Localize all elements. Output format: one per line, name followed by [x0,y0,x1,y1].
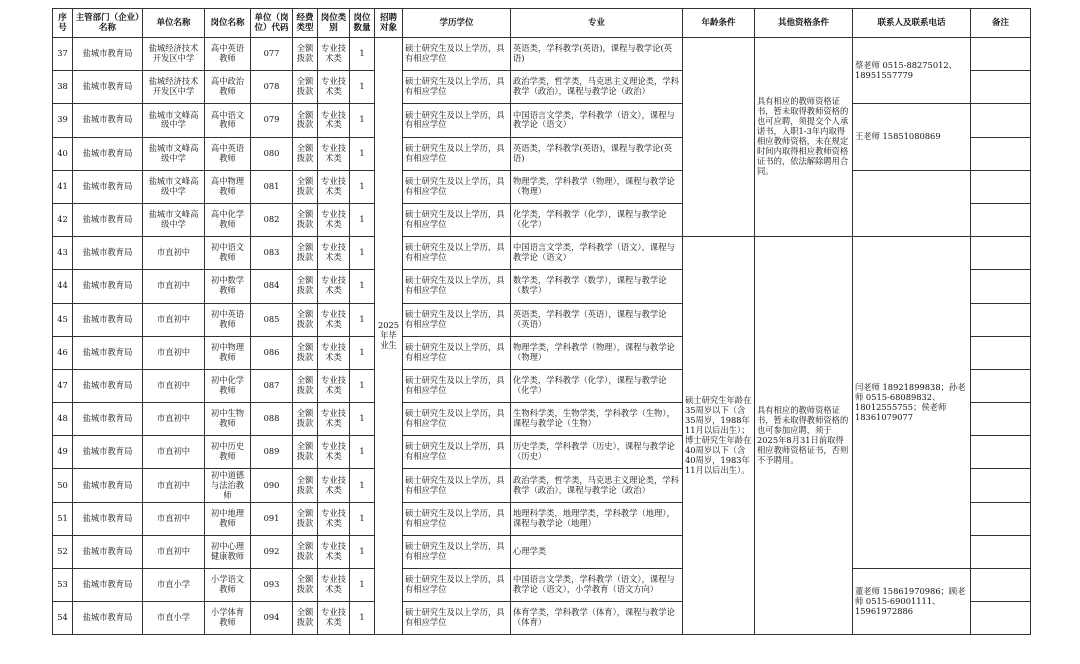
table-row [53,38,1031,71]
cell-edu: 硕士研究生及以上学历，具有相应学位 [403,303,511,336]
cell-post: 初中化学教师 [205,369,251,402]
cell-count: 1 [350,369,375,402]
cell-fund: 全额拨款 [293,535,318,568]
cell-count: 1 [350,237,375,270]
cell-edu: 硕士研究生及以上学历，具有相应学位 [403,436,511,469]
cell-note [971,502,1031,535]
cell-post: 高中化学教师 [205,203,251,236]
cell-note [971,436,1031,469]
cell-code: 082 [251,203,293,236]
cell-unit: 市直初中 [143,336,205,369]
cell-seq: 51 [53,502,73,535]
cell-dept: 盐城市教育局 [73,535,143,568]
cell-post: 小学语文教师 [205,569,251,602]
cell-dept: 盐城市教育局 [73,237,143,270]
header-category: 岗位类别 [318,9,350,38]
cell-code: 077 [251,38,293,71]
cell-dept: 盐城市教育局 [73,403,143,436]
cell-code: 084 [251,270,293,303]
cell-code: 088 [251,403,293,436]
cell-fund: 全额拨款 [293,403,318,436]
cell-unit: 盐城市文峰高级中学 [143,203,205,236]
cell-code: 081 [251,170,293,203]
cell-code: 093 [251,569,293,602]
cell-seq: 45 [53,303,73,336]
header-unit: 单位名称 [143,9,205,38]
cell-category: 专业技术类 [318,303,350,336]
header-contact: 联系人及联系电话 [853,9,971,38]
cell-unit: 市直小学 [143,569,205,602]
cell-count: 1 [350,203,375,236]
cell-major: 英语类，学科教学(英语)，课程与教学论(英语) [511,137,683,170]
cell-fund: 全额拨款 [293,203,318,236]
cell-unit: 市直初中 [143,403,205,436]
cell-dept: 盐城市教育局 [73,303,143,336]
cell-major: 英语类，学科教学（英语），课程与教学论（英语） [511,303,683,336]
cell-edu: 硕士研究生及以上学历，具有相应学位 [403,137,511,170]
cell-note [971,403,1031,436]
cell-note [971,602,1031,635]
header-fund: 经费类型 [293,9,318,38]
cell-dept: 盐城市教育局 [73,469,143,502]
cell-seq: 39 [53,104,73,137]
cell-count: 1 [350,270,375,303]
cell-major: 政治学类，哲学类，马克思主义理论类，学科教学（政治），课程与教学论（政治） [511,469,683,502]
cell-seq: 46 [53,336,73,369]
cell-edu: 硕士研究生及以上学历，具有相应学位 [403,270,511,303]
cell-note [971,137,1031,170]
cell-category: 专业技术类 [318,569,350,602]
cell-fund: 全额拨款 [293,104,318,137]
cell-contact: 蔡老师 0515-88275012、18951557779 [853,38,971,104]
cell-major: 化学类，学科教学（化学），课程与教学论（化学） [511,203,683,236]
cell-code: 078 [251,71,293,104]
cell-dept: 盐城市教育局 [73,436,143,469]
cell-major: 中国语言文学类，学科教学（语文），课程与教学论（语文） [511,104,683,137]
cell-note [971,535,1031,568]
cell-edu: 硕士研究生及以上学历，具有相应学位 [403,369,511,402]
cell-count: 1 [350,137,375,170]
cell-code: 090 [251,469,293,502]
cell-other: 具有相应的教师资格证书，暂未取得教师资格的也可应聘，须提交个人承诺书，入职1-3年内取得相应教师资格，未在规定时间内取得相应教师资格证书的，依法解除聘用合同。 [755,38,853,237]
cell-fund: 全额拨款 [293,170,318,203]
cell-major: 物理学类，学科教学（物理），课程与教学论（物理） [511,170,683,203]
cell-code: 092 [251,535,293,568]
cell-edu: 硕士研究生及以上学历，具有相应学位 [403,502,511,535]
cell-note [971,104,1031,137]
cell-code: 086 [251,336,293,369]
cell-note [971,369,1031,402]
cell-post: 初中历史教师 [205,436,251,469]
cell-unit: 盐城市文峰高级中学 [143,170,205,203]
cell-seq: 50 [53,469,73,502]
cell-unit: 市直初中 [143,469,205,502]
cell-fund: 全额拨款 [293,336,318,369]
cell-category: 专业技术类 [318,137,350,170]
cell-category: 专业技术类 [318,237,350,270]
cell-post: 初中生物教师 [205,403,251,436]
header-count: 岗位数量 [350,9,375,38]
cell-code: 083 [251,237,293,270]
cell-note [971,569,1031,602]
header-code: 单位（岗位）代码 [251,9,293,38]
cell-code: 094 [251,602,293,635]
cell-fund: 全额拨款 [293,569,318,602]
cell-target: 2025年毕业生 [375,38,403,635]
cell-major: 心理学类 [511,535,683,568]
cell-major: 物理学类，学科教学（物理），课程与教学论（物理） [511,336,683,369]
cell-edu: 硕士研究生及以上学历，具有相应学位 [403,469,511,502]
cell-count: 1 [350,469,375,502]
cell-code: 087 [251,369,293,402]
cell-fund: 全额拨款 [293,71,318,104]
cell-major: 化学类，学科教学（化学），课程与教学论（化学） [511,369,683,402]
cell-post: 初中物理教师 [205,336,251,369]
cell-unit: 市直初中 [143,303,205,336]
cell-major: 生物科学类，生物学类，学科教学（生物），课程与教学论（生物） [511,403,683,436]
cell-category: 专业技术类 [318,436,350,469]
cell-dept: 盐城市教育局 [73,369,143,402]
cell-post: 初中道德与法治教师 [205,469,251,502]
cell-dept: 盐城市教育局 [73,602,143,635]
cell-note [971,38,1031,71]
cell-edu: 硕士研究生及以上学历，具有相应学位 [403,237,511,270]
cell-edu: 硕士研究生及以上学历，具有相应学位 [403,336,511,369]
cell-dept: 盐城市教育局 [73,104,143,137]
cell-post: 高中语文教师 [205,104,251,137]
cell-seq: 38 [53,71,73,104]
cell-fund: 全额拨款 [293,502,318,535]
cell-unit: 市直初中 [143,237,205,270]
cell-seq: 42 [53,203,73,236]
cell-unit: 盐城市文峰高级中学 [143,104,205,137]
cell-seq: 41 [53,170,73,203]
cell-count: 1 [350,71,375,104]
cell-code: 085 [251,303,293,336]
cell-post: 初中地理教师 [205,502,251,535]
cell-note [971,336,1031,369]
cell-count: 1 [350,170,375,203]
cell-dept: 盐城市教育局 [73,137,143,170]
cell-category: 专业技术类 [318,502,350,535]
cell-unit: 市直初中 [143,270,205,303]
cell-post: 初中心理健康教师 [205,535,251,568]
cell-contact [853,170,971,236]
cell-fund: 全额拨款 [293,270,318,303]
cell-fund: 全额拨款 [293,369,318,402]
cell-note [971,237,1031,270]
cell-category: 专业技术类 [318,369,350,402]
cell-fund: 全额拨款 [293,303,318,336]
cell-other: 具有相应的教师资格证书，暂未取得教师资格的也可参加应聘，须于2025年8月31日前取得相应教师资格证书，否则不予聘用。 [755,237,853,635]
cell-category: 专业技术类 [318,203,350,236]
header-seq: 序号 [53,9,73,38]
cell-fund: 全额拨款 [293,436,318,469]
cell-major: 历史学类，学科教学（历史），课程与教学论（历史） [511,436,683,469]
cell-dept: 盐城市教育局 [73,336,143,369]
cell-seq: 44 [53,270,73,303]
cell-unit: 盐城市文峰高级中学 [143,137,205,170]
cell-dept: 盐城市教育局 [73,203,143,236]
cell-unit: 盐城经济技术开发区中学 [143,38,205,71]
cell-note [971,170,1031,203]
cell-code: 091 [251,502,293,535]
cell-code: 079 [251,104,293,137]
cell-category: 专业技术类 [318,170,350,203]
cell-category: 专业技术类 [318,104,350,137]
cell-category: 专业技术类 [318,336,350,369]
cell-edu: 硕士研究生及以上学历，具有相应学位 [403,203,511,236]
header-target: 招聘对象 [375,9,403,38]
cell-note [971,303,1031,336]
cell-category: 专业技术类 [318,38,350,71]
cell-count: 1 [350,104,375,137]
cell-code: 080 [251,137,293,170]
cell-major: 英语类，学科教学(英语)，课程与教学论(英语) [511,38,683,71]
cell-seq: 43 [53,237,73,270]
cell-count: 1 [350,403,375,436]
cell-dept: 盐城市教育局 [73,71,143,104]
header-major: 专业 [511,9,683,38]
cell-fund: 全额拨款 [293,602,318,635]
header-age: 年龄条件 [683,9,755,38]
cell-count: 1 [350,38,375,71]
header-note: 备注 [971,9,1031,38]
cell-count: 1 [350,602,375,635]
cell-major: 中国语言文学类，学科教学（语文），课程与教学论（语文） [511,237,683,270]
cell-note [971,203,1031,236]
cell-count: 1 [350,303,375,336]
cell-fund: 全额拨款 [293,137,318,170]
cell-seq: 54 [53,602,73,635]
header-other: 其他资格条件 [755,9,853,38]
cell-unit: 市直初中 [143,502,205,535]
cell-count: 1 [350,569,375,602]
cell-age: 硕士研究生年龄在35周岁以下（含35周岁，1988年11月以后出生）；博士研究生年龄在40周岁以下（含40周岁，1983年11月以后出生）。 [683,237,755,635]
cell-seq: 40 [53,137,73,170]
cell-category: 专业技术类 [318,602,350,635]
recruitment-table [52,8,1031,635]
table-row [53,237,1031,270]
cell-unit: 市直初中 [143,436,205,469]
cell-seq: 49 [53,436,73,469]
cell-category: 专业技术类 [318,403,350,436]
cell-contact: 闫老师 18921899838；孙老师 0515-68089832、18012555755；侯老师 18361079077 [853,237,971,569]
cell-category: 专业技术类 [318,71,350,104]
cell-note [971,469,1031,502]
header-row [53,9,1031,38]
cell-seq: 37 [53,38,73,71]
cell-major: 中国语言文学类，学科教学（语文），课程与教学论（语文），小学教育（语文方向） [511,569,683,602]
cell-edu: 硕士研究生及以上学历，具有相应学位 [403,71,511,104]
cell-edu: 硕士研究生及以上学历，具有相应学位 [403,104,511,137]
cell-count: 1 [350,336,375,369]
cell-contact: 董老师 15861970986；顾老师 0515-69001111、15961972886 [853,569,971,635]
table-row [53,569,1031,602]
cell-category: 专业技术类 [318,469,350,502]
cell-seq: 48 [53,403,73,436]
table-row [53,170,1031,203]
cell-edu: 硕士研究生及以上学历，具有相应学位 [403,170,511,203]
cell-seq: 47 [53,369,73,402]
cell-edu: 硕士研究生及以上学历，具有相应学位 [403,38,511,71]
cell-major: 体育学类，学科教学（体育），课程与教学论（体育） [511,602,683,635]
cell-fund: 全额拨款 [293,38,318,71]
cell-code: 089 [251,436,293,469]
cell-dept: 盐城市教育局 [73,170,143,203]
cell-unit: 市直初中 [143,369,205,402]
cell-dept: 盐城市教育局 [73,270,143,303]
cell-post: 小学体育教师 [205,602,251,635]
cell-major: 数学类，学科教学（数学），课程与教学论（数学） [511,270,683,303]
cell-unit: 市直小学 [143,602,205,635]
cell-note [971,71,1031,104]
cell-category: 专业技术类 [318,535,350,568]
cell-count: 1 [350,535,375,568]
cell-post: 初中数学教师 [205,270,251,303]
cell-unit: 市直初中 [143,535,205,568]
cell-seq: 52 [53,535,73,568]
recruitment-table-sheet [52,8,1030,635]
cell-dept: 盐城市教育局 [73,502,143,535]
header-post: 岗位名称 [205,9,251,38]
cell-contact: 王老师 15851080869 [853,104,971,170]
cell-post: 高中物理教师 [205,170,251,203]
cell-age [683,38,755,237]
cell-edu: 硕士研究生及以上学历，具有相应学位 [403,602,511,635]
cell-post: 初中语文教师 [205,237,251,270]
cell-edu: 硕士研究生及以上学历，具有相应学位 [403,403,511,436]
cell-post: 高中英语教师 [205,137,251,170]
cell-dept: 盐城市教育局 [73,569,143,602]
cell-major: 地理科学类，地理学类，学科教学（地理），课程与教学论（地理） [511,502,683,535]
cell-unit: 盐城经济技术开发区中学 [143,71,205,104]
table-row [53,104,1031,137]
cell-category: 专业技术类 [318,270,350,303]
cell-post: 高中政治教师 [205,71,251,104]
table-body [53,38,1031,635]
cell-seq: 53 [53,569,73,602]
cell-fund: 全额拨款 [293,469,318,502]
cell-fund: 全额拨款 [293,237,318,270]
cell-edu: 硕士研究生及以上学历，具有相应学位 [403,535,511,568]
cell-count: 1 [350,436,375,469]
header-edu: 学历学位 [403,9,511,38]
cell-major: 政治学类，哲学类，马克思主义理论类，学科教学（政治），课程与教学论（政治） [511,71,683,104]
cell-post: 初中英语教师 [205,303,251,336]
cell-note [971,270,1031,303]
cell-post: 高中英语教师 [205,38,251,71]
header-dept: 主管部门（企业）名称 [73,9,143,38]
cell-edu: 硕士研究生及以上学历，具有相应学位 [403,569,511,602]
cell-count: 1 [350,502,375,535]
cell-dept: 盐城市教育局 [73,38,143,71]
